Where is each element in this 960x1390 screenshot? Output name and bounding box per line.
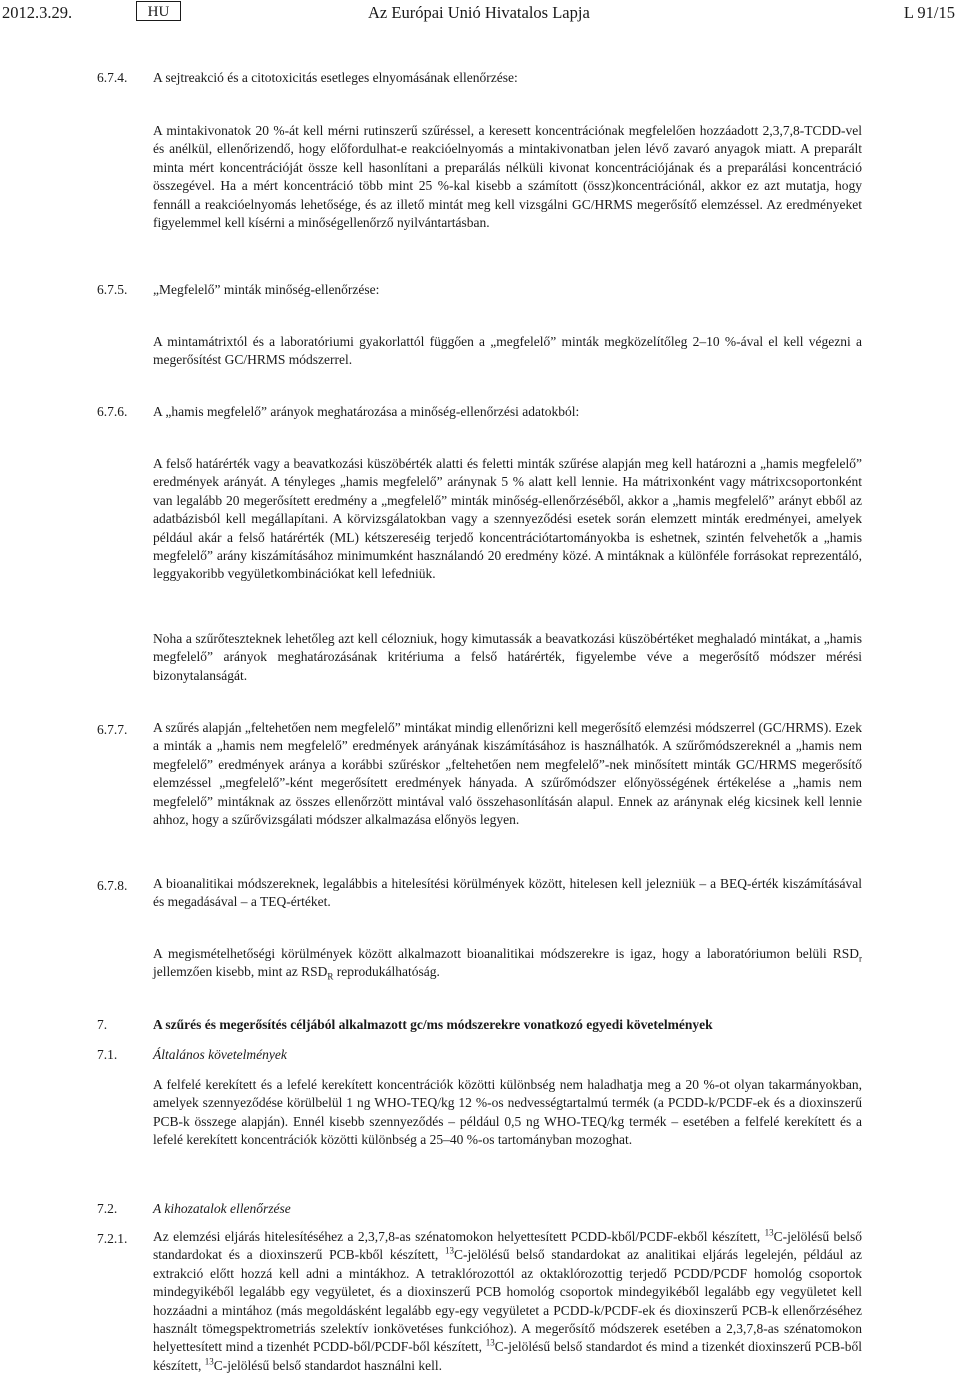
section-number: 6.7.7.: [97, 722, 128, 737]
section-title: A szűrés és megerősítés céljából alkalmazott gc/ms módszerekre vonatkozó egyedi követelmények: [153, 1017, 713, 1032]
paragraph: A megismételhetőségi körülmények között alkalmazott bioanalitikai módszerekre is igaz, hogy a laboratóriumon belüli $RSD_r$ jellemzően kisebb, mint az $RSD_R$ reprodukálhatóság.: [153, 946, 862, 983]
section-number: 7.2.1.: [97, 1231, 128, 1246]
section-6-7-6-body-2: [153, 630, 862, 685]
paragraph: A szűrés alapján „feltehetően nem megfelelő” mintákat mindig ellenőrizni kell megerősítő elemzési módszerrel (GC/HRMS). Ezek a minták a „hamis nem megfelelő” eredmények arányának kiszámításához is használhatók. A szűrőmódszereknél a „hamis nem megfelelő” eredmények aránya a korábbi szűréskor „feltehetően nem megfelelő”-nek minősített minták GC/HRMS megerősítő elemzéssel „megfelelő”-ként megerősített eredmények hányada. A szűrőmódszer előnyösségének értékelése a „hamis nem megfelelő” mintáknak az összes ellenőrzött mintával való összehasonlításán alapul. Ennek az aránynak elég kicsinek kell lennie ahhoz, hogy a szűrővizsgálati módszer alkalmazása előnyös legyen.: [153, 720, 862, 828]
section-6-7-8-body-2: [153, 945, 862, 982]
publication-date: 2012.3.29.: [2, 3, 73, 22]
section-6-7-5-body: [153, 333, 862, 370]
section-6-7-8-body: [153, 875, 862, 912]
section-number: 6.7.5.: [97, 282, 128, 297]
section-number: 6.7.8.: [97, 878, 128, 893]
section-6-7-4-body: [153, 122, 862, 232]
section-6-7-6-body: [153, 455, 862, 584]
section-title: Általános követelmények: [153, 1047, 287, 1062]
journal-title: Az Európai Unió Hivatalos Lapja: [368, 3, 590, 22]
paragraph: Noha a szűrőteszteknek lehetőleg azt kell célozniuk, hogy kimutassák a beavatkozási küszöbértéket meghaladó mintákat, a „hamis megfelelő” arányok meghatározásának kritériuma a felső határérték, figyelembe véve a megerősítő módszer mérési bizonytalanságát.: [153, 631, 862, 683]
section-number: 6.7.6.: [97, 404, 128, 419]
section-title: „Megfelelő” minták minőség-ellenőrzése:: [153, 282, 380, 297]
section-7-2-1-body: [153, 1228, 862, 1375]
section-number: 6.7.4.: [97, 70, 128, 85]
section-title: A kihozatalok ellenőrzése: [153, 1201, 291, 1216]
section-6-7-7-body: [153, 719, 862, 829]
section-number: 7.1.: [97, 1047, 118, 1062]
paragraph: A mintakivonatok 20 %-át kell mérni rutinszerű szűréssel, a keresett koncentrációnak megfelelően hozzáadott 2,3,7,8-TCDD-vel és anélkül, ellenőrizendő, hogy előfordulhat-e reakcióelnyomás a mintakivonatban jelen lévő zavaró anyagok miatt. A preparált minta mért koncentrációját össze kell hasonlítani a preparálás nélküli kivonat koncentrációjának és a preparálási koncentráció összegével. Ha a mért koncentráció több mint 25 %-kal kisebb a számított (össz)koncentrációnál, akkor ez azt mutatja, hogy fennáll a reakcióelnyomás lehetősége, és az illető mintát meg kell vizsgálni GC/HRMS megerősítő elemzéssel. Az eredményeket figyelemmel kell kísérni a minőségellenőrző nyilvántartásban.: [153, 123, 862, 231]
paragraph: A mintamátrixtól és a laboratóriumi gyakorlattól függően a „megfelelő” minták megközelítőleg 2–10 %-ával el kell végezni a megerősítést GC/HRMS módszerrel.: [153, 334, 862, 368]
paragraph: A bioanalitikai módszereknek, legalábbis a hitelesítési körülmények között, hitelesen kell jelezniük – a BEQ-érték kiszámításával és megadásával – a TEQ-értéket.: [153, 876, 862, 910]
section-number: 7.: [97, 1017, 108, 1032]
section-number: 7.2.: [97, 1201, 118, 1216]
page-reference: L 91/15: [903, 3, 955, 22]
paragraph: A felfelé kerekített és a lefelé kerekített koncentrációk közötti különbség nem haladhatja meg a 20 %-ot olyan takarmányokban, amelyek szennyeződése körülbelül 1 ng WHO-TEQ/kg 12 %-os nedvességtartalmú termék (a PCDD-k/PCDF-ek és a dioxinszerű PCB-k összege alapján). Ennél kisebb szennyeződés – például 0,5 ng WHO-TEQ/kg termék – esetében a felfelé kerekített és a lefelé kerekített koncentrációk közötti különbség a 25–40 %-os tartományban mozoghat.: [153, 1077, 862, 1148]
section-title: A sejtreakció és a citotoxicitás esetleges elnyomásának ellenőrzése:: [153, 70, 518, 85]
page-header: [0, 3, 960, 25]
section-7-1-body: [153, 1076, 862, 1150]
paragraph: A felső határérték vagy a beavatkozási küszöbérték alatti és feletti minták szűrése alapján meg kell határozni a „hamis megfelelő” eredmények arányát. A tényleges „hamis megfelelő” aránynak 5 % alatt kell lennie. Ha mátrixonként vagy mátrixcsoportonként van legalább 20 megerősített eredmény a „megfelelő” minták minőség-ellenőrzéséből, akkor a „hamis megfelelő” arányt ebből az adatbázisból kell megállapítani. A körvizsgálatokban vagy a szennyeződési esetek során elemzett minták eredményei, amelyek például akár a felső határérték (ML) kétszereséig terjedő koncentrációtartományokba is eshetnek, szintén felvehetők a „hamis megfelelő” arány kiszámításához minimumként használandó 20 eredmény közé. A mintáknak a különféle forrásokat reprezentáló, leggyakoribb vegyületkombinációkat kell lefedniük.: [153, 456, 862, 582]
paragraph: Az elemzési eljárás hitelesítéséhez a 2,3,7,8-as szénatomokon helyettesített PCDD-kből/PCDF-ekből készített, $^{13}$C-jelölésű belső standardokat és a dioxinszerű PCB-kből készített, $^{13}$C-jelölésű belső standardokat az analitikai eljárás legelején, például az extrakció előtt hozzá kell adni a mintákhoz. A tetraklórozottól az oktaklórozottig terjedő PCDD/PCDF homológ csoportok mindegyikéből legalább egy vegyületet, és a dioxinszerű PCB homológ csoportok mindegyikéből legalább egy vegyületet kell hozzáadni a mintához (más megoldásként legalább egy-egy vegyületet a PCDD-k/PCDF-ek és dioxinszerű PCB-k ellenőrzéséhez használt tömegspektrometriás szelektív ionkövetéses funkcióhoz). A megerősítő módszerek esetében a 2,3,7,8-as szénatomokon helyettesített mind a tizenhét PCDD-ből/PCDF-ből készített, $^{13}$C-jelölésű belső standardot és mind a tizenkét dioxinszerű PCB-ből készített, $^{13}$C-jelölésű belső standardot használni kell.: [153, 1227, 863, 1373]
section-title: A „hamis megfelelő” arányok meghatározása a minőség-ellenőrzési adatokból:: [153, 404, 580, 419]
language-badge: HU: [136, 1, 181, 21]
